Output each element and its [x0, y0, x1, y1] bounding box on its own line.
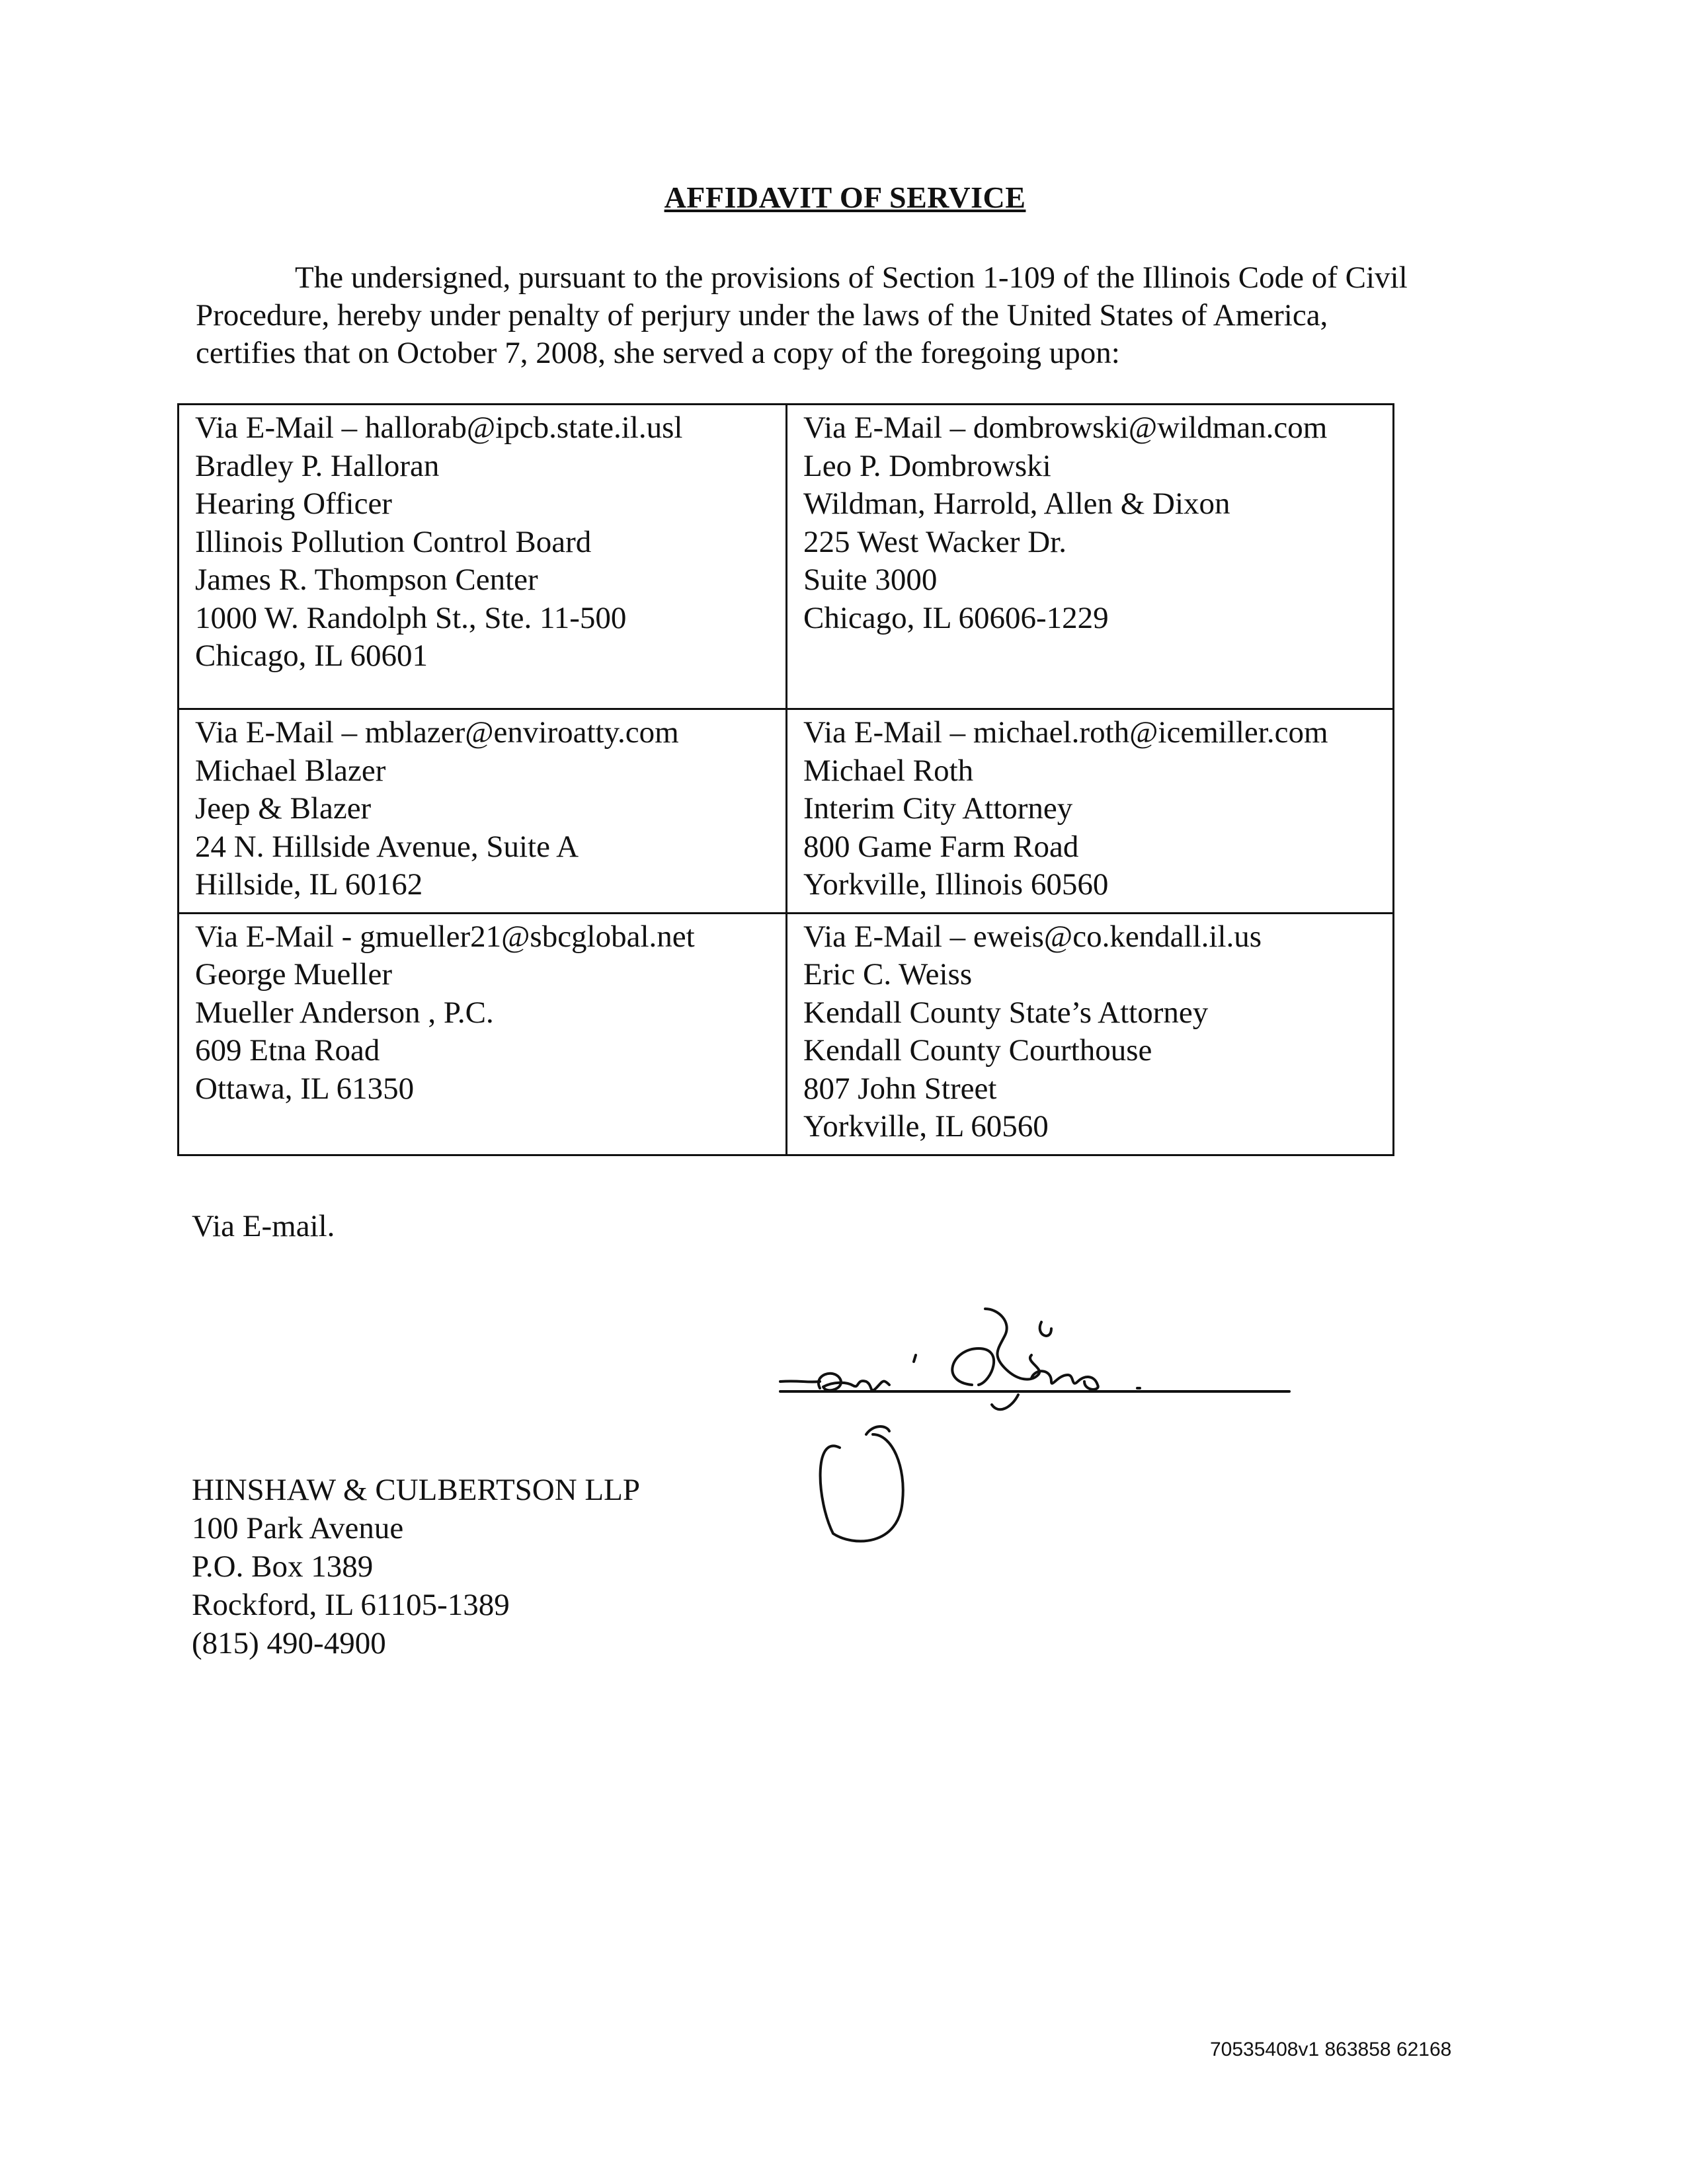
recipient-line: 800 Game Farm Road — [803, 829, 1079, 864]
recipient-email: Via E-Mail – dombrowski@wildman.com — [803, 410, 1328, 445]
recipient-line: 24 N. Hillside Avenue, Suite A — [195, 829, 579, 864]
service-row — [179, 709, 1394, 914]
recipient-name: Michael Roth — [803, 753, 974, 788]
recipient-line: Chicago, IL 60606-1229 — [803, 600, 1109, 635]
recipient-name: Bradley P. Halloran — [195, 448, 440, 483]
recipient-line: Ottawa, IL 61350 — [195, 1071, 415, 1106]
firm-name: HINSHAW & CULBERTSON LLP — [192, 1473, 640, 1507]
recipient-line: Kendall County Courthouse — [803, 1033, 1152, 1068]
recipient-email: Via E-Mail – eweis@co.kendall.il.us — [803, 919, 1262, 954]
recipient-email: Via E-Mail – mblazer@enviroatty.com — [195, 715, 679, 750]
recipient-line: James R. Thompson Center — [195, 563, 538, 597]
service-method-note: Via E-mail. — [192, 1209, 335, 1243]
recipient-cell-dombrowski — [787, 405, 1394, 709]
recipient-line: Chicago, IL 60601 — [195, 639, 428, 673]
recipient-line: Jeep & Blazer — [195, 791, 372, 826]
recipient-line: 609 Etna Road — [195, 1033, 380, 1068]
document-id: 70535408v1 863858 62168 — [1210, 2039, 1452, 2060]
recipient-cell-weiss — [787, 913, 1394, 1155]
recipient-line: Wildman, Harrold, Allen & Dixon — [803, 487, 1230, 521]
recipient-cell-mueller — [179, 913, 787, 1155]
recipient-line: Suite 3000 — [803, 563, 938, 597]
recipient-line: 807 John Street — [803, 1071, 997, 1106]
recipient-line: Yorkville, Illinois 60560 — [803, 867, 1109, 902]
service-row — [179, 405, 1394, 709]
recipient-email: Via E-Mail – hallorab@ipcb.state.il.usl — [195, 410, 683, 445]
recipient-line: 225 West Wacker Dr. — [803, 524, 1066, 559]
handwritten-signature — [741, 1282, 1336, 1547]
affidavit-intro — [196, 259, 1485, 372]
document-title: AFFIDAVIT OF SERVICE — [664, 180, 1026, 214]
service-row — [179, 913, 1394, 1155]
intro-line: certifies that on October 7, 2008, she served a copy of the foregoing upon: — [196, 336, 1120, 370]
recipient-line: Mueller Anderson , P.C. — [195, 995, 494, 1030]
intro-line: Procedure, hereby under penalty of perjury under the laws of the United States of America, — [196, 298, 1328, 332]
firm-address-line: P.O. Box 1389 — [192, 1549, 374, 1584]
recipient-name: Eric C. Weiss — [803, 957, 973, 992]
recipient-cell-roth — [787, 709, 1394, 914]
recipient-name: George Mueller — [195, 957, 392, 992]
recipient-line: Hearing Officer — [195, 487, 392, 521]
recipient-line: 1000 W. Randolph St., Ste. 11-500 — [195, 600, 627, 635]
recipient-line: Kendall County State’s Attorney — [803, 995, 1209, 1030]
recipient-email: Via E-Mail – michael.roth@icemiller.com — [803, 715, 1328, 750]
recipient-line: Yorkville, IL 60560 — [803, 1109, 1049, 1144]
service-list-table — [177, 403, 1394, 1156]
recipient-name: Leo P. Dombrowski — [803, 448, 1051, 483]
firm-address-line: 100 Park Avenue — [192, 1511, 404, 1545]
recipient-line: Interim City Attorney — [803, 791, 1073, 826]
recipient-cell-halloran — [179, 405, 787, 709]
intro-line: The undersigned, pursuant to the provisions of Section 1-109 of the Illinois Code of Civil — [295, 260, 1408, 295]
firm-phone: (815) 490-4900 — [192, 1626, 386, 1660]
firm-address-block — [192, 1471, 640, 1662]
recipient-line: Hillside, IL 60162 — [195, 867, 423, 902]
recipient-email: Via E-Mail - gmueller21@sbcglobal.net — [195, 919, 695, 954]
firm-address-line: Rockford, IL 61105-1389 — [192, 1588, 510, 1622]
recipient-cell-blazer — [179, 709, 787, 914]
recipient-name: Michael Blazer — [195, 753, 386, 788]
recipient-line: Illinois Pollution Control Board — [195, 524, 592, 559]
